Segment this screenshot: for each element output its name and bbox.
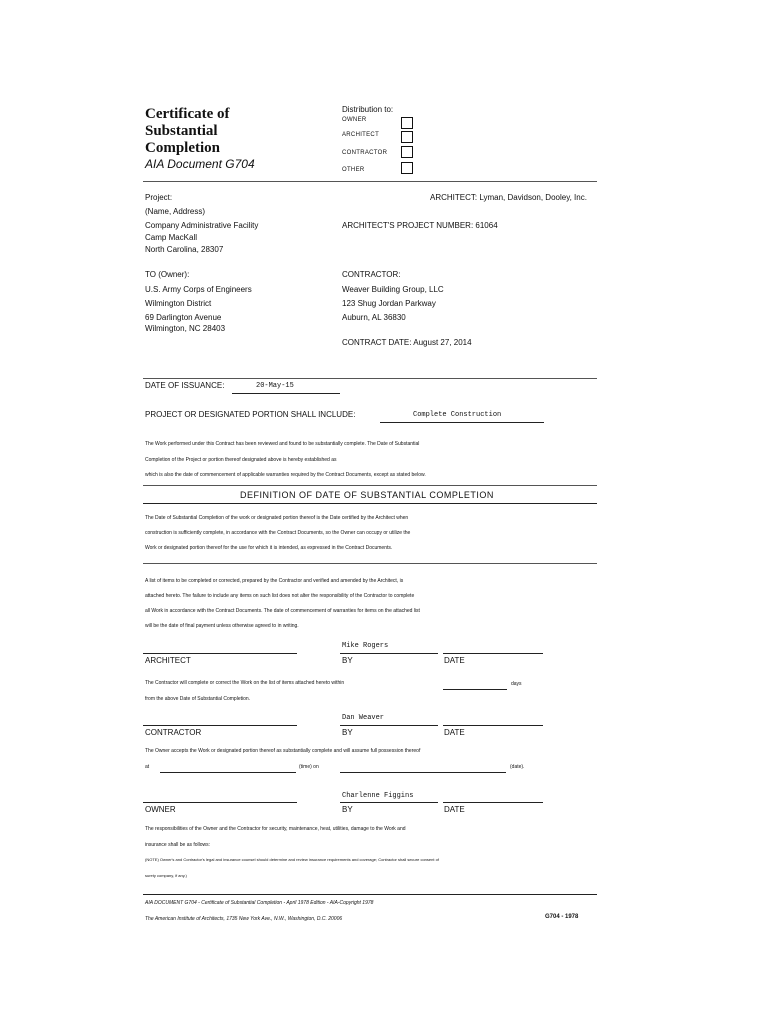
architect-name: ARCHITECT: Lyman, Davidson, Dooley, Inc. bbox=[430, 193, 587, 202]
architect-by-line[interactable] bbox=[340, 653, 438, 654]
definition-heading-underline bbox=[143, 503, 597, 504]
portion-underline bbox=[380, 422, 544, 423]
distribution-owner-checkbox[interactable] bbox=[401, 117, 413, 129]
footer-line2: The American Institute of Architects, 1735 New York Ave., N.W., Washington, D.C. 20006 bbox=[145, 916, 343, 922]
contractor-label: CONTRACTOR: bbox=[342, 270, 401, 279]
owner-by-line[interactable] bbox=[340, 802, 438, 803]
paragraph5-line2: insurance shall be as follows: bbox=[145, 842, 211, 848]
project-label: Project: bbox=[145, 193, 173, 202]
footer-document-code: G704 - 1978 bbox=[545, 914, 579, 920]
definition-line1: The Date of Substantial Completion of the work or designated portion thereof is the Date certified by the Architect when bbox=[145, 515, 409, 521]
paragraph1-line3: which is also the date of commencement of applicable warranties required by the Contract Documents, except as stated below. bbox=[145, 472, 426, 478]
contractor-by-line[interactable] bbox=[340, 725, 438, 726]
possession-time-field[interactable] bbox=[160, 772, 296, 773]
document-subtitle: AIA Document G704 bbox=[145, 157, 255, 171]
architect-signer-name: Mike Rogers bbox=[342, 642, 389, 650]
owner-line1: U.S. Army Corps of Engineers bbox=[145, 285, 252, 294]
paragraph5-line1: The responsibilities of the Owner and the Contractor for security, maintenance, heat, utilities, damage to the Work and bbox=[145, 826, 406, 832]
footer-line1: AIA DOCUMENT G704 - Certificate of Substantial Completion - April 1978 Edition - AIA-Copyright 1978 bbox=[145, 900, 374, 906]
architect-project-number: ARCHITECT'S PROJECT NUMBER: 61064 bbox=[342, 221, 498, 230]
paragraph1-line1: The Work performed under this Contract has been reviewed and found to be substantially complete. The Date of Substantial bbox=[145, 441, 420, 447]
distribution-heading: Distribution to: bbox=[342, 105, 394, 114]
architect-role-label: ARCHITECT bbox=[145, 656, 191, 665]
owner-signer-name: Charlenne Figgins bbox=[342, 792, 414, 800]
distribution-contractor-label: CONTRACTOR bbox=[342, 150, 388, 156]
contractor-date-label: DATE bbox=[444, 728, 465, 737]
paragraph5-note2: surety company, if any.) bbox=[145, 873, 187, 878]
distribution-owner-label: OWNER bbox=[342, 117, 367, 123]
footer-divider bbox=[143, 894, 597, 895]
section-divider-2 bbox=[143, 485, 597, 486]
contract-date: CONTRACT DATE: August 27, 2014 bbox=[342, 338, 472, 347]
portion-label: PROJECT OR DESIGNATED PORTION SHALL INCLUDE: bbox=[145, 410, 356, 419]
owner-signature-line[interactable] bbox=[143, 802, 297, 803]
owner-date-line[interactable] bbox=[443, 802, 543, 803]
contractor-line1: Weaver Building Group, LLC bbox=[342, 285, 444, 294]
possession-date-field[interactable] bbox=[340, 772, 506, 773]
issuance-label: DATE OF ISSUANCE: bbox=[145, 381, 225, 390]
owner-by-label: BY bbox=[342, 805, 353, 814]
project-name-address-label: (Name, Address) bbox=[145, 207, 206, 216]
days-field[interactable] bbox=[443, 689, 507, 690]
issuance-value[interactable]: 20-May-15 bbox=[256, 382, 294, 390]
definition-line3: Work or designated portion thereof for the use for which it is intended, as expressed in the Contract Documents. bbox=[145, 545, 393, 551]
distribution-other-checkbox[interactable] bbox=[401, 162, 413, 174]
contractor-date-line[interactable] bbox=[443, 725, 543, 726]
contractor-line2: 123 Shug Jordan Parkway bbox=[342, 299, 436, 308]
paragraph4-line1: The Owner accepts the Work or designated portion thereof as substantially complete and will assume full possession thereof bbox=[145, 748, 421, 754]
project-line1: Company Administrative Facility bbox=[145, 221, 259, 230]
architect-date-line[interactable] bbox=[443, 653, 543, 654]
paragraph3-line1: The Contractor will complete or correct the Work on the list of items attached hereto within bbox=[145, 680, 345, 686]
portion-value[interactable]: Complete Construction bbox=[413, 411, 502, 419]
issuance-underline bbox=[232, 393, 340, 394]
owner-role-label: OWNER bbox=[145, 805, 176, 814]
contractor-signature-line[interactable] bbox=[143, 725, 297, 726]
header-divider bbox=[143, 181, 597, 182]
definition-heading: DEFINITION OF DATE OF SUBSTANTIAL COMPLETION bbox=[240, 490, 494, 500]
paragraph5-note1: (NOTE) Owner's and Contractor's legal and insurance counsel should determine and review insurance requirements and coverage; Contractor shall secure consent of bbox=[145, 857, 439, 862]
distribution-architect-checkbox[interactable] bbox=[401, 131, 413, 143]
owner-date-label: DATE bbox=[444, 805, 465, 814]
contractor-by-label: BY bbox=[342, 728, 353, 737]
definition-line2: construction is sufficiently complete, in accordance with the Contract Documents, so the Owner can occupy or utilize the bbox=[145, 530, 411, 536]
document-title-line1: Certificate of bbox=[145, 106, 230, 122]
section-divider-1 bbox=[143, 378, 597, 379]
contractor-signer-name: Dan Weaver bbox=[342, 714, 385, 722]
document-title-line2: Substantial bbox=[145, 123, 218, 139]
paragraph3-line2: from the above Date of Substantial Completion. bbox=[145, 696, 251, 702]
owner-line4: Wilmington, NC 28403 bbox=[145, 324, 226, 333]
project-line2: Camp MacKall bbox=[145, 233, 198, 242]
project-line3: North Carolina, 28307 bbox=[145, 245, 224, 254]
architect-by-label: BY bbox=[342, 656, 353, 665]
paragraph4-time-label: (time) on bbox=[299, 764, 319, 770]
document-title-line3: Completion bbox=[145, 140, 220, 156]
distribution-architect-label: ARCHITECT bbox=[342, 132, 380, 138]
owner-line3: 69 Darlington Avenue bbox=[145, 313, 222, 322]
owner-label: TO (Owner): bbox=[145, 270, 190, 279]
paragraph2-line4: will be the date of final payment unless otherwise agreed to in writing. bbox=[145, 623, 299, 629]
days-label: days bbox=[511, 681, 522, 687]
paragraph4-at-label: at bbox=[145, 764, 150, 770]
owner-line2: Wilmington District bbox=[145, 299, 212, 308]
distribution-other-label: OTHER bbox=[342, 167, 365, 173]
paragraph1-line2: Completion of the Project or portion thereof designated above is hereby established as bbox=[145, 457, 337, 463]
architect-date-label: DATE bbox=[444, 656, 465, 665]
distribution-contractor-checkbox[interactable] bbox=[401, 146, 413, 158]
paragraph2-line3: all Work in accordance with the Contract Documents. The date of commencement of warranties for items on the attached list bbox=[145, 608, 420, 614]
paragraph2-line1: A list of items to be completed or corrected, prepared by the Contractor and verified and amended by the Architect, is bbox=[145, 578, 404, 584]
section-divider-3 bbox=[143, 563, 597, 564]
contractor-role-label: CONTRACTOR bbox=[145, 728, 202, 737]
paragraph4-date-label: (date). bbox=[510, 764, 525, 770]
architect-signature-line[interactable] bbox=[143, 653, 297, 654]
paragraph2-line2: attached hereto. The failure to include any items on such list does not alter the responsibility of the Contractor to complete bbox=[145, 593, 415, 599]
contractor-line3: Auburn, AL 36830 bbox=[342, 313, 406, 322]
